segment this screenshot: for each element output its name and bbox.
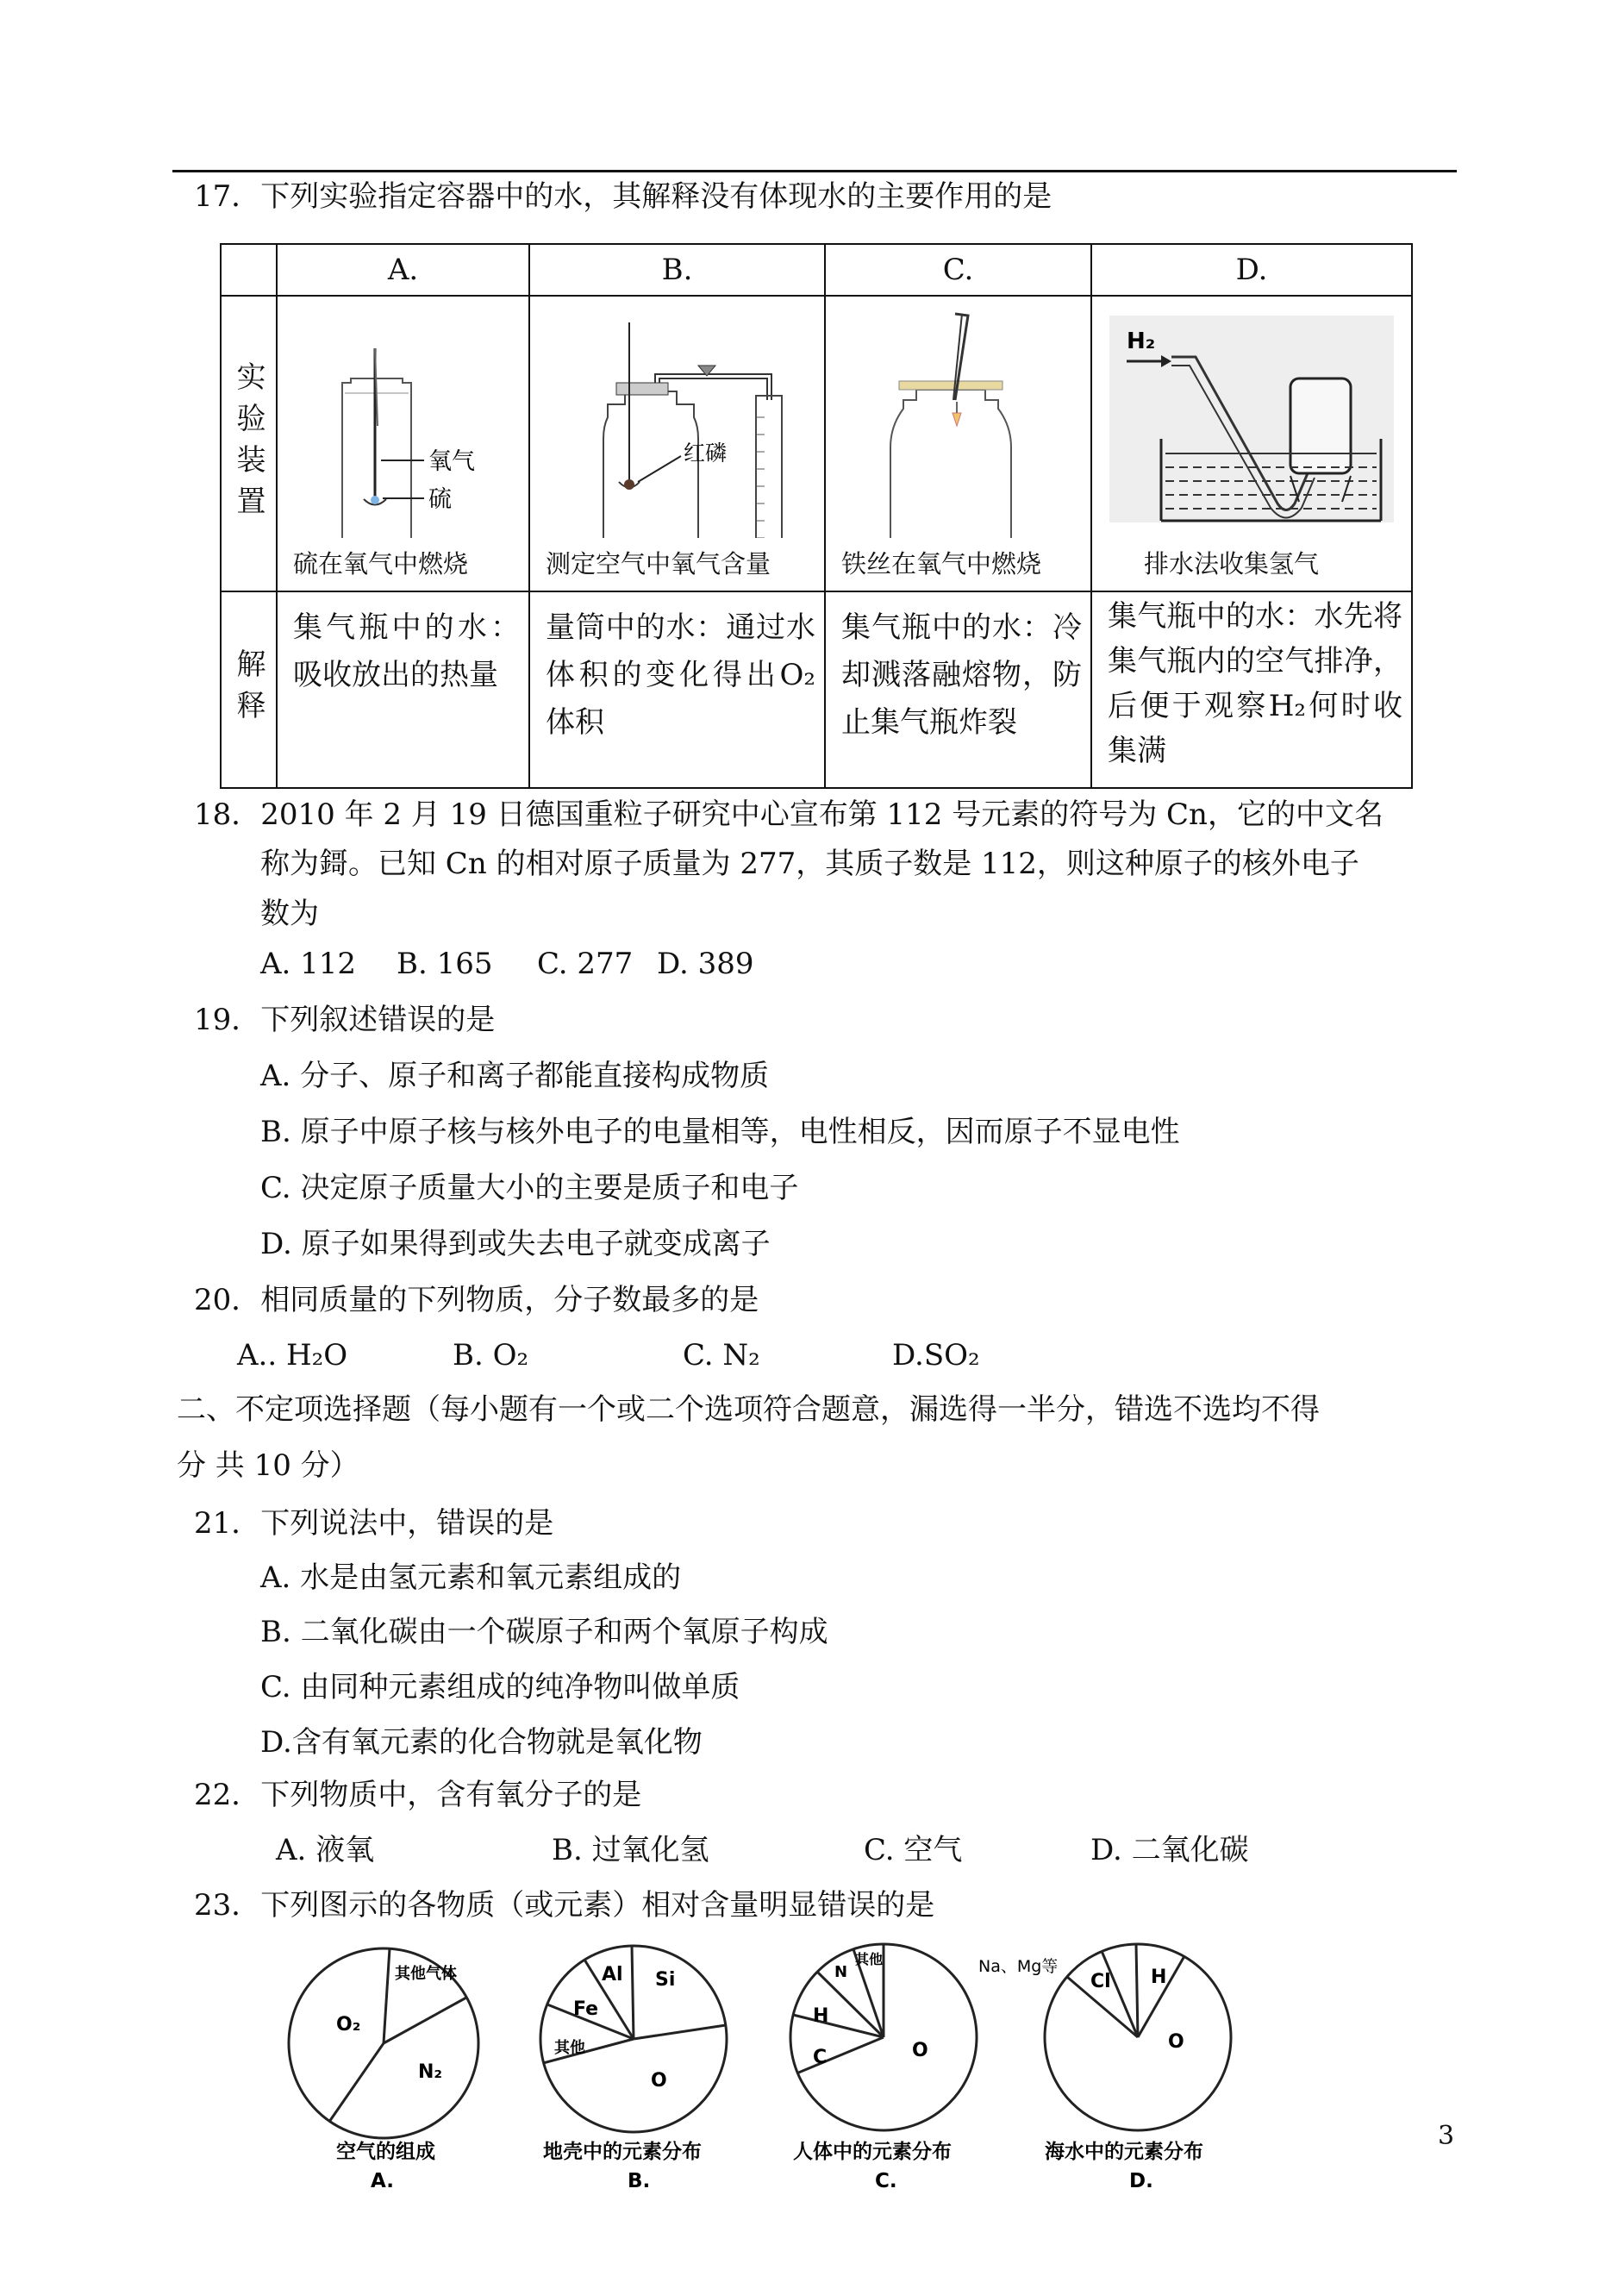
pie-c-caption: 人体中的元素分布 [793,2141,952,2163]
pie-b-label-al: Al [602,1964,623,1985]
pie-d-caption: 海水中的元素分布 [1045,2141,1203,2163]
q23-stem: 23．下列图示的各物质（或元素）相对含量明显错误的是 [194,1888,935,1923]
q21-option-b: B. 二氧化碳由一个碳原子和两个氧原子构成 [260,1615,828,1649]
pie-d-label-h: H [1151,1967,1167,1988]
header-d: D. [1091,244,1412,296]
explain-b: 量筒中的水：通过水体积的变化得出O₂体积 [546,610,815,740]
caption-c: 铁丝在氧气中燃烧 [841,549,1042,578]
explain-a-cell [277,591,529,788]
label-sulfur: 硫 [428,486,452,513]
label-oxygen: 氧气 [428,448,475,475]
apparatus-d [1091,296,1412,591]
pie-a-label-o2: O₂ [336,2014,361,2035]
explain-d-cell [1091,591,1412,788]
q21-stem: 21．下列说法中，错误的是 [194,1506,554,1541]
q17-stem: 17．下列实验指定容器中的水，其解释没有体现水的主要作用的是 [194,179,1052,214]
q21-option-c: C. 由同种元素组成的纯净物叫做单质 [260,1670,740,1704]
section2-heading-line1: 二、不定项选择题（每小题有一个或二个选项符合题意，漏选得一半分，错选不选均不得 [177,1392,1320,1427]
top-rule [172,170,1457,172]
pie-a-caption: 空气的组成 [336,2141,435,2163]
page-number: 3 [1438,2121,1455,2151]
explain-d: 集气瓶中的水：水先将集气瓶内的空气排净，后便于观察H₂何时收集满 [1108,599,1402,768]
explain-c-cell [825,591,1091,788]
q18-option-a: A. 112 [260,947,357,981]
pie-a-label-n2: N₂ [418,2061,443,2083]
pie-seawater [978,1944,1231,2192]
phosphorus-diagram [530,297,823,538]
pie-crust [540,1946,727,2192]
pie-d-label-o: O [1168,2031,1184,2053]
q19-stem: 19．下列叙述错误的是 [194,1003,496,1037]
q22-option-c: C. 空气 [864,1833,963,1867]
q20-option-a: A.. H₂O [237,1338,348,1373]
header-c: C. [825,244,1091,296]
q20-option-d: D.SO₂ [892,1338,980,1373]
header-b: B. [529,244,825,296]
row-label-apparatus-cell [221,296,277,591]
hydrogen-collection-diagram [1092,297,1411,538]
explain-b-cell [529,591,825,788]
q19-option-c: C. 决定原子质量大小的主要是质子和电子 [260,1171,799,1205]
q18-stem-line1: 18．2010 年 2 月 19 日德国重粒子研究中心宣布第 112 号元素的符号为 Cn，它的中文名 [194,797,1384,832]
q23-pie-charts [284,1935,1276,2194]
pie-c-label-h: H [813,2005,829,2027]
caption-a: 硫在氧气中燃烧 [293,549,469,578]
table-corner [221,244,277,296]
sulfur-burning-diagram [278,297,528,538]
q18-option-b: B. 165 [397,947,493,981]
q18-option-c: C. 277 [537,947,634,981]
q20-option-c: C. N₂ [683,1338,760,1373]
pie-d-label-na-mg: Na、Mg等 [978,1957,1059,1976]
label-h2: H₂ [1127,328,1156,354]
pie-b-label-o: O [651,2070,667,2092]
apparatus-c [825,296,1091,591]
section2-heading-line2: 分 共 10 分） [177,1448,359,1483]
explain-c: 集气瓶中的水：冷却溅落融熔物，防止集气瓶炸裂 [841,610,1082,740]
pie-air [289,1948,478,2192]
row-label-explain-cell [221,591,277,788]
pie-body [790,1944,977,2192]
header-a: A. [277,244,529,296]
pie-c-letter: C. [875,2170,897,2192]
pie-b-caption: 地壳中的元素分布 [543,2141,702,2163]
q21-option-a: A. 水是由氢元素和氧元素组成的 [260,1560,682,1595]
q22-option-d: D. 二氧化碳 [1090,1833,1249,1867]
apparatus-b [529,296,825,591]
pie-a-letter: A. [371,2170,394,2192]
pie-a-label-other: 其他气体 [395,1965,457,1983]
q18-stem-line2: 称为鎶。已知 Cn 的相对原子质量为 277，其质子数是 112，则这种原子的核外电子 [260,847,1359,881]
pie-b-label-si: Si [655,1969,676,1991]
q19-option-b: B. 原子中原子核与核外电子的电量相等，电性相反，因而原子不显电性 [260,1115,1180,1149]
iron-burning-diagram [826,297,1089,538]
pie-b-label-fe: Fe [573,1998,599,2020]
apparatus-a [277,296,529,591]
row-label-explain: 解释 [231,648,265,731]
explain-a: 集气瓶中的水：吸收放出的热量 [293,610,520,692]
row-label-apparatus: 实验装置 [231,360,265,527]
q20-stem: 20．相同质量的下列物质，分子数最多的是 [194,1283,759,1317]
pie-b-label-other: 其他 [554,2039,585,2057]
pie-b-letter: B. [628,2170,651,2192]
q20-option-b: B. O₂ [453,1338,529,1373]
caption-b: 测定空气中氧气含量 [546,549,771,578]
q19-option-d: D. 原子如果得到或失去电子就变成离子 [260,1227,771,1261]
label-red-phosphorus: 红磷 [684,441,728,466]
q18-option-d: D. 389 [657,947,754,981]
pie-c-label-n: N [834,1963,848,1981]
q22-stem: 22．下列物质中，含有氧分子的是 [194,1778,642,1812]
pie-d-letter: D. [1129,2170,1153,2192]
pie-c-label-other: 其他 [855,1951,884,1967]
q22-option-b: B. 过氧化氢 [552,1833,709,1867]
pie-d-label-cl: Cl [1090,1971,1111,1992]
q22-option-a: A. 液氧 [276,1833,375,1867]
pie-c-label-o: O [912,2040,928,2061]
q19-option-a: A. 分子、原子和离子都能直接构成物质 [260,1059,770,1093]
caption-d: 排水法收集氢气 [1144,549,1320,578]
q21-option-d: D.含有氧元素的化合物就是氧化物 [260,1725,703,1760]
q18-stem-line3: 数为 [260,897,319,931]
q17-table [220,243,1413,789]
pie-c-label-c: C [813,2047,828,2068]
